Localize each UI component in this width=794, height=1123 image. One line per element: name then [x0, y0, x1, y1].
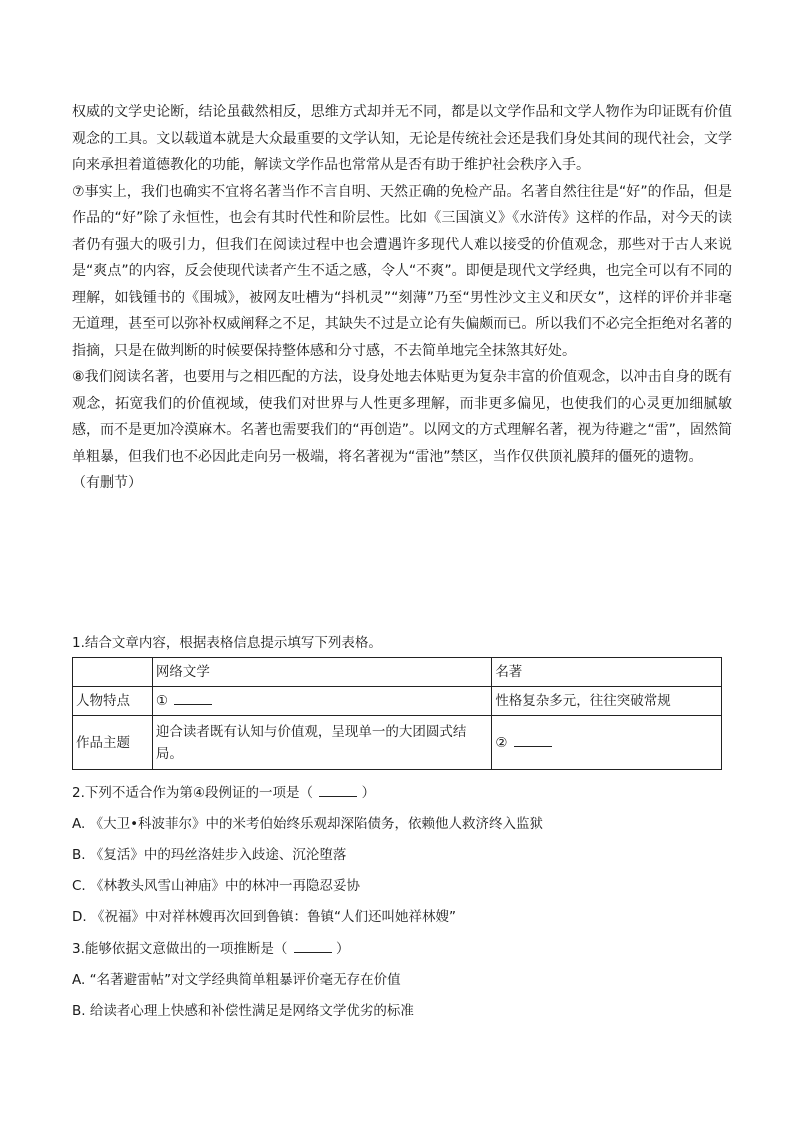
blank-cell-1[interactable]	[152, 687, 491, 716]
option-c[interactable]: C. 《林教头风雪山神庙》中的林冲一再隐忍妥协	[72, 878, 361, 894]
blank-cell-2[interactable]	[492, 716, 722, 770]
table-header-empty	[73, 658, 153, 687]
answer-blank-1[interactable]	[174, 692, 212, 705]
paragraph-continued: 权威的文学史论断，结论虽截然相反，思维方式却并无不同，都是以文学作品和文学人物作为印证既有价值观念的工具。文以载道本就是大众最重要的文学认知，无论是传统社会还是我们身处其间的现代社会，文学向来承担着道德教化的功能，解读文学作品也常常从是否有助于维护社会秩序入手。	[72, 104, 732, 173]
option-a[interactable]: A. 《大卫•科波菲尔》中的米考伯始终乐观却深陷债务，依赖他人救济终入监狱	[72, 816, 544, 832]
question-1	[72, 628, 732, 659]
question-3-stem-end: ）	[335, 941, 350, 957]
answer-table	[72, 657, 722, 770]
answer-blank-2[interactable]	[514, 734, 552, 747]
cell-network-theme: 迎合读者既有认知与价值观，呈现单一的大团圆式结局。	[152, 716, 491, 770]
row-label-characters: 人物特点	[73, 687, 153, 716]
question-2-stem: 2.下列不适合作为第④段例证的一项是（	[72, 785, 313, 801]
question-3-blank[interactable]	[294, 940, 332, 953]
table-header-network-literature: 网络文学	[152, 658, 491, 687]
question-3	[72, 934, 732, 1027]
table-header-classics: 名著	[492, 658, 722, 687]
cell-classics-characters: 性格复杂多元，往往突破常规	[492, 687, 722, 716]
question-1-stem: 1.结合文章内容，根据表格信息提示填写下列表格。	[72, 635, 382, 651]
question-3-stem-line	[72, 934, 732, 965]
question-2-stem-end: ）	[361, 785, 376, 801]
blank-marker-2: ②	[495, 734, 508, 751]
paragraph-8: ⑧我们阅读名著，也要用与之相匹配的方法，设身处地去体贴更为复杂丰富的价值观念，以冲击自身的既有观念，拓宽我们的价值视域，使我们对世界与人性更多理解，而非更多偏见，也使我们的心灵更加细腻敏感，而不是更加冷漠麻木。名著也需要我们的“再创造”。以网文的方式理解名著，视为待避之“雷”，固然简单粗暴，但我们也不必因此走向另一极端，将名著视为“雷池”禁区，当作仅供顶礼膜拜的僵死的遗物。	[72, 369, 732, 465]
question-2-stem-line	[72, 778, 732, 809]
article-body	[72, 99, 732, 497]
option-a[interactable]: A. “名著避雷帖”对文学经典简单粗暴评价毫无存在价值	[72, 972, 401, 988]
option-b[interactable]: B. 给读者心理上快感和补偿性满足是网络文学优劣的标准	[72, 1003, 414, 1019]
question-2	[72, 778, 732, 933]
row-label-theme: 作品主题	[73, 716, 153, 770]
question-3-stem: 3.能够依据文意做出的一项推断是（	[72, 941, 288, 957]
blank-marker-1: ①	[155, 693, 168, 709]
abridged-note: （有删节）	[72, 475, 142, 491]
question-2-blank[interactable]	[319, 784, 357, 797]
paragraph-7: ⑦事实上，我们也确实不宜将名著当作不言自明、天然正确的免检产品。名著自然往往是“好”的作品，但是作品的“好”除了永恒性，也会有其时代性和阶层性。比如《三国演义》《水浒传》这样的作品，对今天的读者仍有强大的吸引力，但我们在阅读过程中也会遭遇许多现代人难以接受的价值观念，那些对于古人来说是“爽点”的内容，反会使现代读者产生不适之感，令人“不爽”。即便是现代文学经典，也完全可以有不同的理解，如钱锺书的《围城》，被网友吐槽为“抖机灵”“刻薄”乃至“男性沙文主义和厌女”，这样的评价并非毫无道理，甚至可以弥补权威阐释之不足，其缺失不过是立论有失偏颇而已。所以我们不必完全拒绝对名著的指摘，只是在做判断的时候要保持整体感和分寸感，不去简单地完全抹煞其好处。	[72, 183, 732, 359]
option-b[interactable]: B. 《复活》中的玛丝洛娃步入歧途、沉沦堕落	[72, 847, 347, 863]
option-d[interactable]: D. 《祝福》中对祥林嫂再次回到鲁镇：鲁镇“人们还叫她祥林嫂”	[72, 909, 456, 925]
